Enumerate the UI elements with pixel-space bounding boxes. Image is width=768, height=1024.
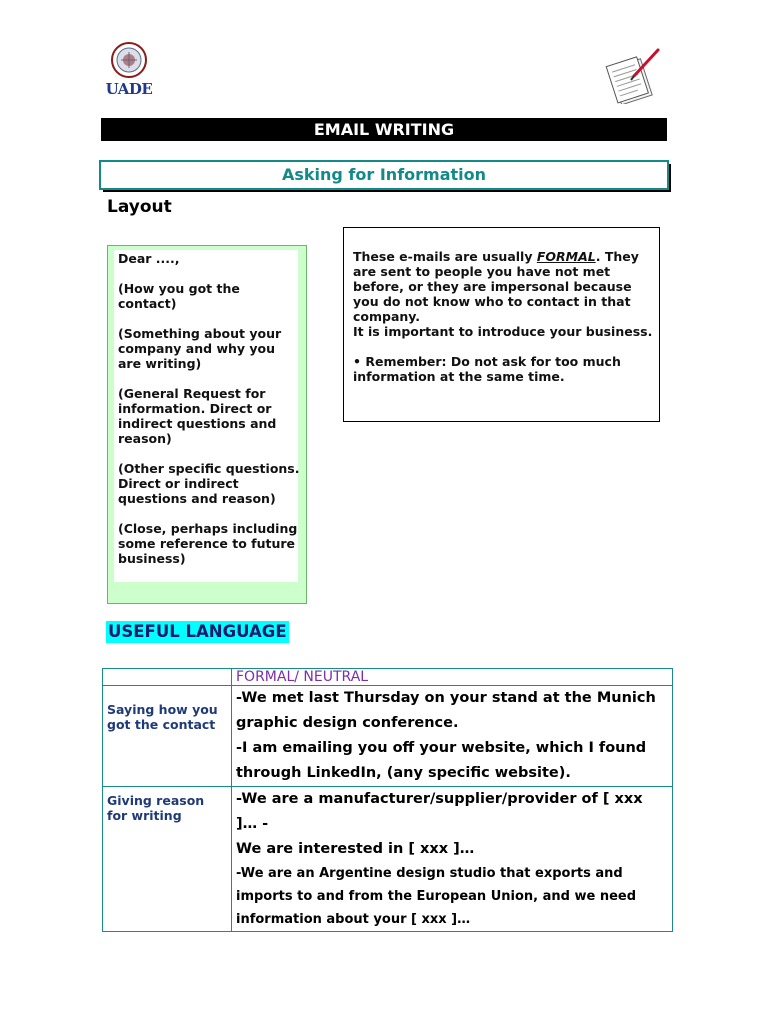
content-line: -We are a manufacturer/supplier/provider of [ xxx ]… -: [236, 791, 643, 832]
row-label-line: got the contact: [107, 717, 216, 732]
note-text: [353, 249, 653, 384]
content-line: -We met last Thursday on your stand at the Munich: [236, 690, 656, 706]
university-seal-icon: [111, 42, 147, 78]
page-title: EMAIL WRITING: [101, 118, 667, 141]
logo-text: UADE: [105, 80, 153, 98]
layout-item-company: (Something about your company and why you are writing): [118, 326, 282, 371]
row-label-line: Giving reason: [107, 793, 205, 808]
layout-list: [118, 251, 300, 581]
row-label-line: for writing: [107, 808, 182, 823]
writing-paper-icon: [604, 46, 662, 104]
row-content-reason: [232, 787, 673, 932]
table-row: [103, 787, 673, 932]
content-line: through LinkedIn, (any specific website).: [236, 765, 571, 781]
row-label-contact: [103, 686, 232, 787]
note-formal-word: FORMAL: [536, 249, 596, 264]
layout-item-general-request: (General Request for information. Direct or indirect questions and reason): [118, 386, 277, 446]
layout-item-specific-questions: (Other specific questions. Direct or indirect questions and reason): [118, 461, 300, 506]
note-paragraph: [353, 249, 653, 324]
note-after: . They are sent to people you have not met before, or they are impersonal because you do not know who to contact in that company.: [353, 249, 639, 324]
useful-language-heading: USEFUL LANGUAGE: [108, 622, 287, 641]
content-line: information about your [ xxx ]…: [236, 912, 471, 927]
layout-item-close: (Close, perhaps including some reference to future business): [118, 521, 298, 566]
column-header-formal-neutral: FORMAL/ NEUTRAL: [232, 669, 673, 686]
useful-language-table: [102, 668, 673, 932]
note-line-2: It is important to introduce your business.: [353, 324, 653, 339]
content-line: We are interested in [ xxx ]…: [236, 841, 475, 857]
content-line: graphic design conference.: [236, 715, 459, 731]
table-row: [103, 686, 673, 787]
content-line: -I am emailing you off your website, which I found: [236, 740, 647, 756]
page-subtitle: Asking for Information: [99, 160, 669, 190]
section-heading-layout: Layout: [107, 197, 172, 217]
note-bullet: • Remember: Do not ask for too much information at the same time.: [353, 354, 621, 384]
table-header-row: [103, 669, 673, 686]
content-line: -We are an Argentine design studio that exports and: [236, 866, 623, 881]
layout-item-contact: (How you got the contact): [118, 281, 240, 311]
row-label-reason: [103, 787, 232, 932]
layout-item-greeting: Dear ....,: [118, 251, 180, 266]
row-label-line: Saying how you: [107, 702, 218, 717]
content-line: imports to and from the European Union, and we need: [236, 889, 637, 904]
table-corner-cell: [103, 669, 232, 686]
note-before: These e-mails are usually: [353, 249, 537, 264]
uade-logo: [103, 42, 155, 102]
row-content-contact: [232, 686, 673, 787]
